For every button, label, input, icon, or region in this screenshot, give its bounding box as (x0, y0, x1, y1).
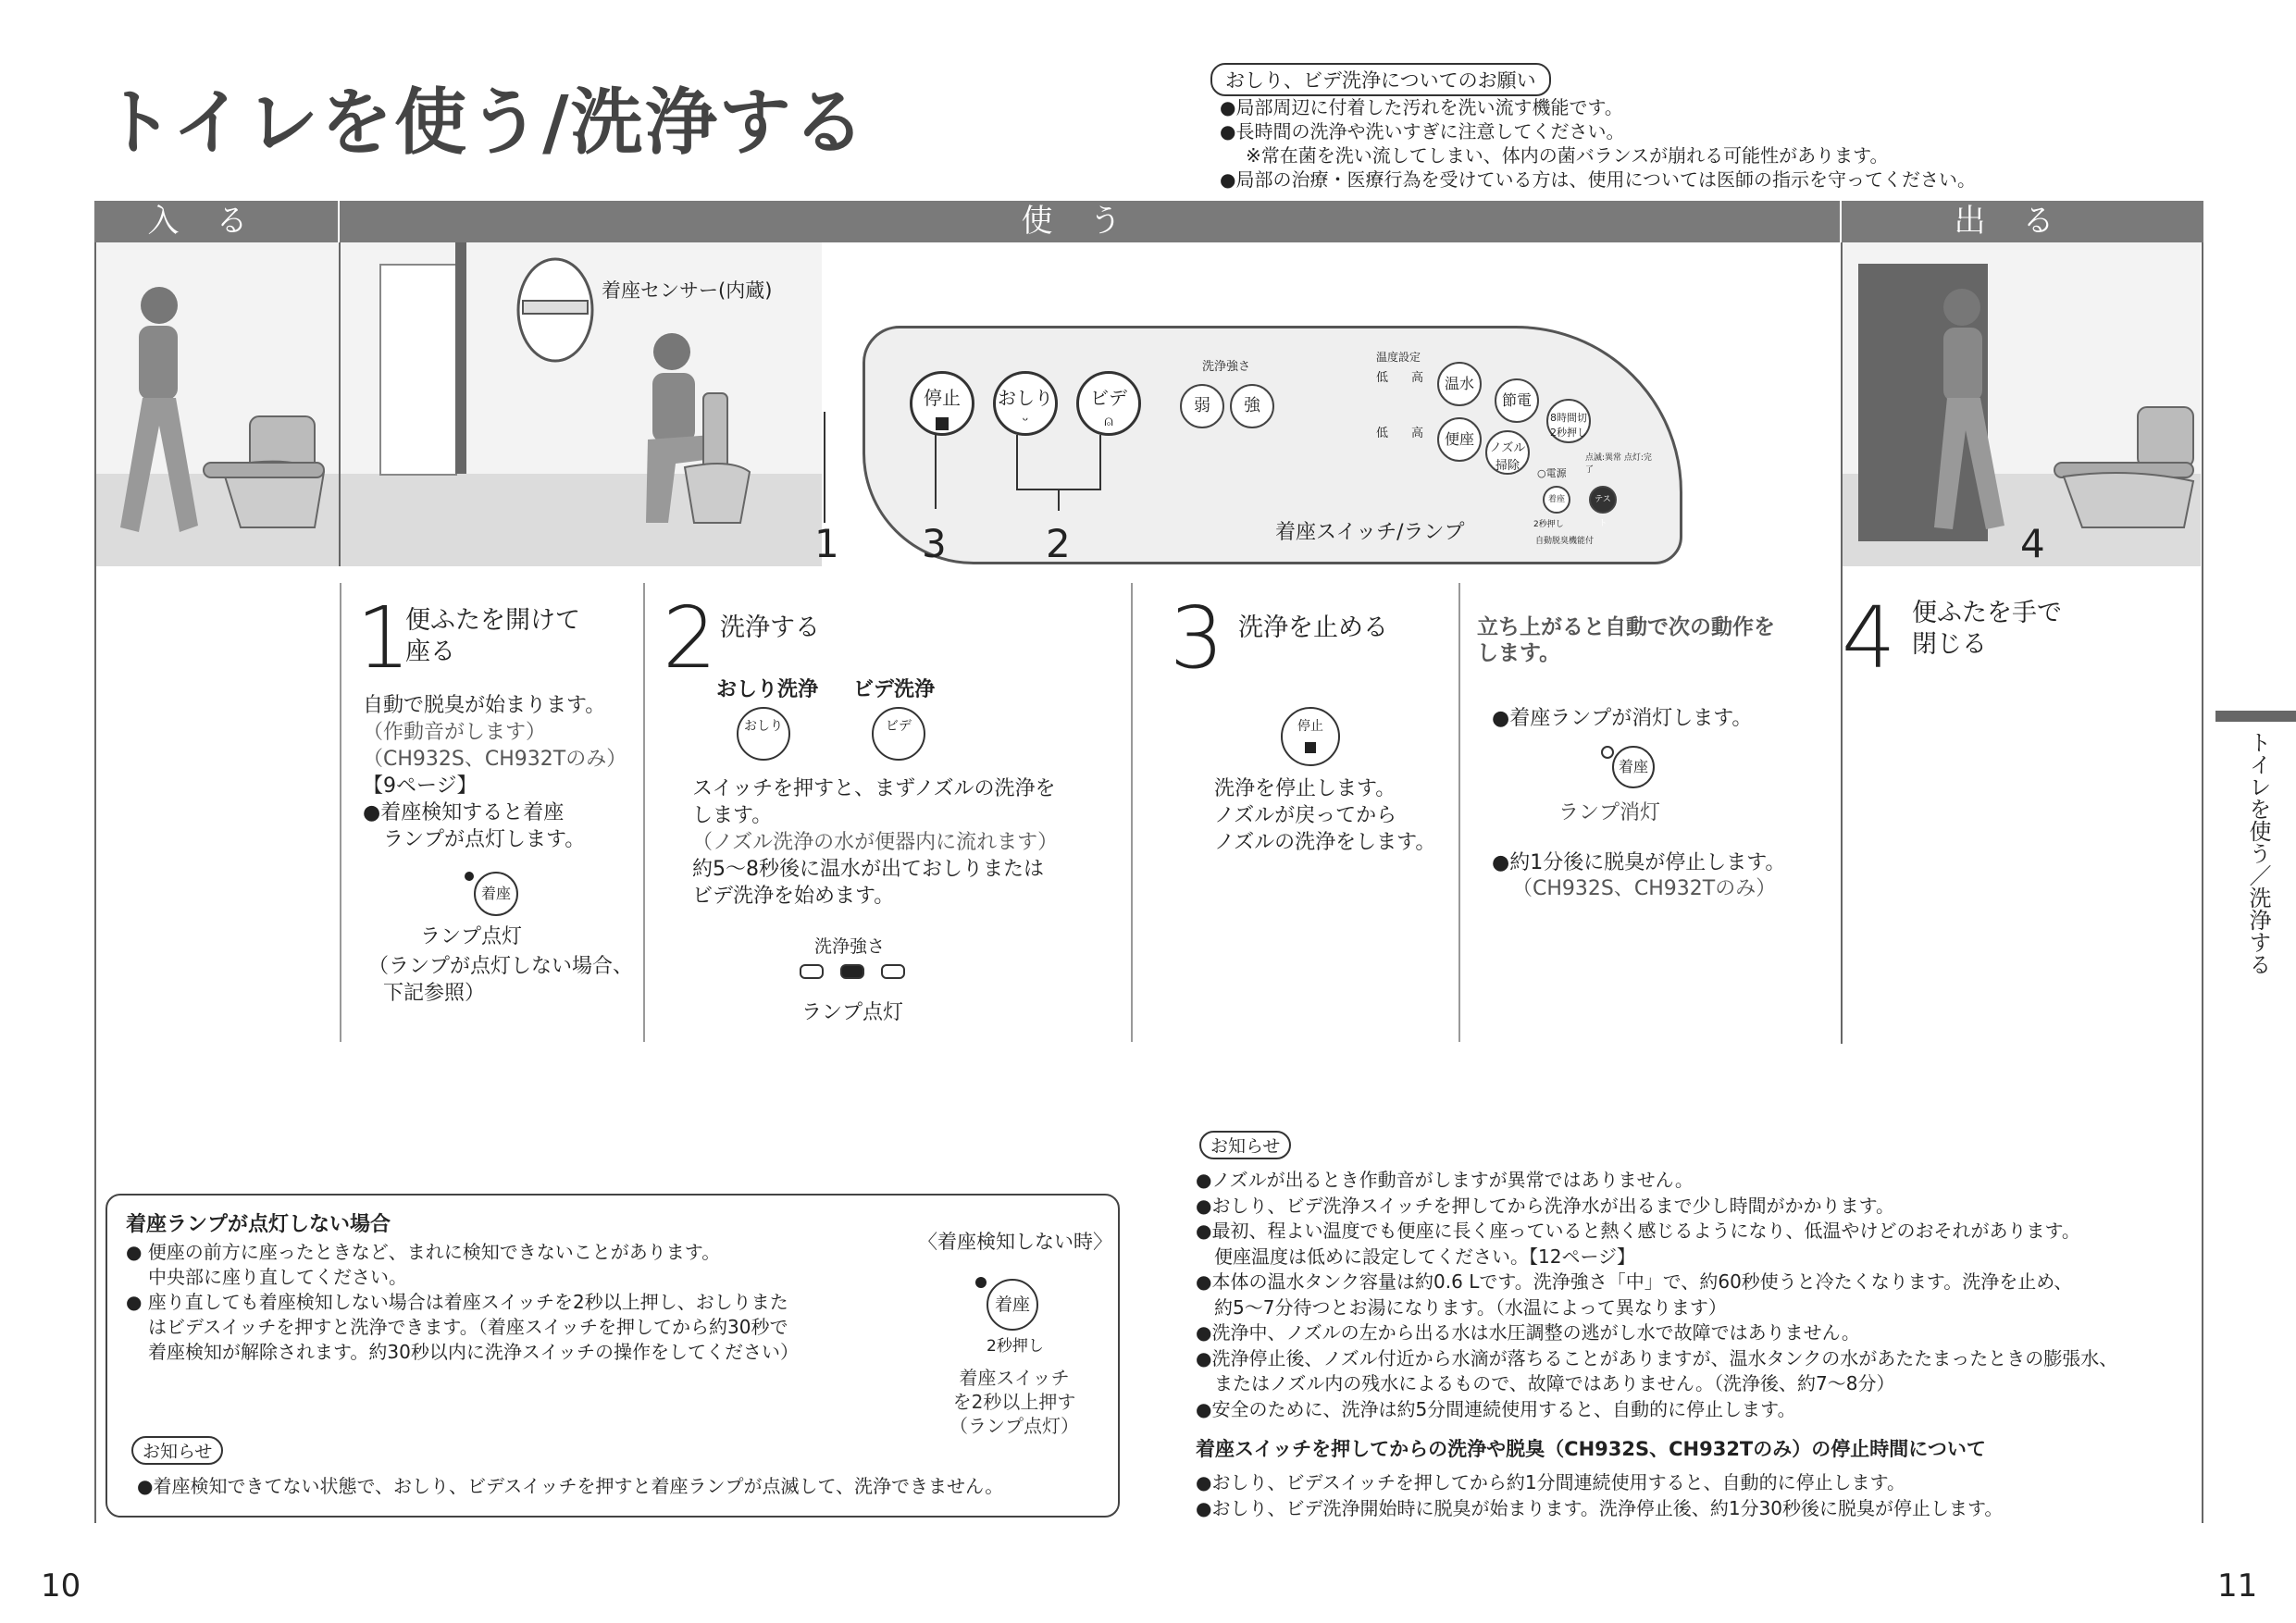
oshiri-button-icon (737, 707, 790, 761)
step-1-title-line: 便ふたを開けて (405, 606, 580, 635)
step-3-body (1214, 775, 1435, 856)
bide-wash-label: ビデ洗浄 (853, 678, 936, 701)
step-4-number: 4 (1842, 588, 1896, 688)
step-1-lamp-caption: ランプ点灯 (420, 925, 523, 948)
chakuza-label: 着座 (1547, 495, 1565, 504)
info-stop-item: ●おしり、ビデスイッチを押してから約1分間連続使用すると、自動的に停止します。 (1196, 1471, 1905, 1493)
info-pill: お知らせ (1199, 1131, 1291, 1159)
step-1-note (368, 953, 633, 1007)
leader-line (1099, 435, 1101, 490)
test-button[interactable] (1589, 486, 1617, 528)
step-1-note-line: 下記参照） (383, 982, 486, 1005)
step-3-text: ノズルの洗浄をします。 (1214, 831, 1436, 854)
leader-line (824, 412, 825, 523)
seat-label: 便座 (1444, 430, 1474, 448)
stop-icon (936, 417, 949, 430)
switch-label: 着座 (994, 1295, 1030, 1315)
info-item: ●安全のために、洗浄は約5分間連続使用すると、自動的に停止します。 (1196, 1397, 1796, 1420)
notebox-info-text: ●着座検知できてない状態で、おしり、ビデスイッチを押すと着座ランプが点滅して、洗浄できません。 (137, 1475, 1004, 1497)
bide-icon: ⍝ (1104, 412, 1113, 429)
step-1-title-line: 座る (405, 638, 455, 666)
step-1-body (363, 692, 627, 853)
door (379, 264, 457, 476)
eight-hour-button[interactable] (1546, 399, 1591, 443)
divider (643, 583, 645, 1042)
water-temp-button[interactable] (1437, 362, 1482, 406)
side-tab-marker (2215, 711, 2296, 722)
step-3-text: ノズルが戻ってから (1214, 804, 1397, 827)
step-2-text: 約5～8秒後に温水が出ておしりまたは (692, 858, 1044, 881)
standup-bullet-1: ●着座ランプが消灯します。 (1492, 707, 1753, 730)
bide-button-icon (872, 707, 925, 761)
leader-line (935, 435, 937, 509)
page-number-left: 10 (41, 1567, 81, 1604)
divider (1458, 583, 1460, 1042)
standup-lamp-caption: ランプ消灯 (1558, 801, 1661, 824)
divider (340, 583, 341, 1042)
water-label: 温水 (1444, 375, 1474, 392)
step-4-title (1912, 598, 2062, 661)
step-1-text: 【9ページ】 (363, 774, 478, 798)
chakuza-lamp-icon (1612, 746, 1655, 788)
chakuza-lamp-icon (474, 872, 518, 916)
divider (1131, 583, 1133, 1042)
notebox-line: 着座検知が解除されます。約30秒以内に洗浄スイッチの操作をしてください） (148, 1341, 800, 1363)
callout-2: 2 (1046, 521, 1071, 566)
chakuza-switch[interactable] (1543, 486, 1570, 514)
step-2-text: （ノズル洗浄の水が便器内に流れます） (692, 831, 1059, 854)
step-2-text: スイッチを押すと、まずノズルの洗浄を (692, 777, 1056, 800)
side-tab-text: トイレを使う／洗浄する (2245, 731, 2271, 975)
nozzle-clean-button[interactable] (1485, 430, 1530, 475)
callout-3: 3 (922, 521, 947, 566)
low-label: 低 (1376, 427, 1389, 440)
callout-1: 1 (814, 521, 839, 566)
power-save-button[interactable] (1495, 378, 1539, 423)
lamp-off-indicator (1601, 746, 1614, 759)
bide-label: ビデ (886, 719, 912, 734)
lamp-info-label: 点滅:異常 点灯:完了 (1585, 453, 1652, 475)
oshiri-button[interactable] (993, 371, 1058, 436)
request-item: ●局部の治療・医療行為を受けている方は、使用については医師の指示を守ってください。 (1220, 168, 1977, 191)
strength-label: 洗浄強さ (814, 936, 886, 957)
control-panel (863, 326, 1682, 564)
info-list (1196, 1168, 2117, 1422)
notebox-line: ● 便座の前方に座ったときなど、まれに検知できないことがあります。 (126, 1241, 721, 1263)
stop-button-icon (1281, 707, 1340, 766)
request-item: ●長時間の洗浄や洗いすぎに注意してください。 (1220, 120, 1625, 142)
oshiri-label: おしり (744, 719, 783, 734)
info-item: ●本体の温水タンク容量は約0.6 Lです。洗浄強さ「中」で、約60秒使うと冷たくなります。洗浄を止め、 (1196, 1270, 2073, 1293)
info-item: 便座温度は低めに設定してください。【12ページ】 (1196, 1245, 1636, 1268)
step-2-number: 2 (663, 588, 717, 688)
info-item: またはノズル内の残水によるもので、故障ではありません。（洗浄後、約7～8分） (1196, 1372, 1895, 1394)
notebox-side-title: 〈着座検知しない時〉 (918, 1231, 1112, 1253)
seat-temp-button[interactable] (1437, 417, 1482, 462)
step-3-number: 3 (1170, 588, 1224, 688)
strength-lamp-off (881, 964, 905, 979)
lamp-power-label: ○電源 (1537, 467, 1567, 479)
standup-bullet-2-sub: （CH932S、CH932Tのみ） (1512, 877, 1777, 900)
chakuza-switch-icon (987, 1279, 1038, 1331)
step-2-title: 洗浄する (720, 613, 820, 642)
eight-hour-sub: 2秒押し (1550, 427, 1587, 439)
high-label: 高 (1411, 427, 1424, 440)
power-save-label: 節電 (1501, 391, 1532, 409)
step-1-text: （CH932S、CH932Tのみ） (363, 748, 627, 771)
request-item: ●局部周辺に付着した汚れを洗い流す機能です。 (1220, 96, 1623, 118)
strong-label: 強 (1244, 396, 1260, 415)
info-item: ●洗浄停止後、ノズル付近から水滴が落ちることがありますが、温水タンクの水があたたまったときの膨張水、 (1196, 1346, 2118, 1369)
info-item: ●洗浄中、ノズルの左から出る水は水圧調整の逃がし水で故障ではありません。 (1196, 1321, 1860, 1344)
page-number-right: 11 (2217, 1567, 2258, 1604)
info-item: ●ノズルが出るとき作動音がしますが異常ではありません。 (1196, 1169, 1694, 1191)
step-2-text: ビデ洗浄を始めます。 (692, 885, 895, 908)
nozzle-label: ノズル掃除 (1489, 441, 1526, 473)
standup-title-line: します。 (1477, 641, 1561, 665)
step-1-text: （作動音がします） (363, 721, 547, 744)
step-1-text: 自動で脱臭が始まります。 (363, 694, 606, 717)
standup-title (1477, 614, 1775, 666)
stop-label: 停止 (1297, 719, 1323, 734)
step-2-text: します。 (692, 804, 773, 827)
info-item: ●最初、程よい温度でも便座に長く座っていると熱く感じるようになり、低温やけどのおそれがあります。 (1196, 1220, 2080, 1242)
auto-deodor-label: 自動脱臭機能付 (1535, 537, 1595, 546)
oshiri-icon: ᵕ (1022, 412, 1029, 429)
lamp-on-indicator (975, 1277, 987, 1288)
stop-label: 停止 (924, 387, 961, 409)
strength-label: 洗浄強さ (1202, 360, 1251, 374)
step-1-title (405, 605, 580, 668)
step-1-note-line: （ランプが点灯しない場合、 (368, 955, 634, 978)
step-2-lamp-caption: ランプ点灯 (801, 1001, 904, 1024)
page-title: トイレを使う/洗浄する (102, 81, 867, 165)
step-2-body (692, 775, 1058, 910)
step-3-title: 洗浄を止める (1238, 613, 1388, 642)
weak-button[interactable] (1180, 384, 1224, 428)
band-use: 使う (340, 201, 1840, 242)
lamp-label: 着座 (1618, 758, 1648, 775)
lamp-label: 着座 (480, 885, 511, 902)
strong-button[interactable] (1230, 384, 1274, 428)
notebox-side-caption (949, 1366, 1079, 1438)
band-enter: 入る (94, 201, 338, 242)
step-1-number: 1 (356, 588, 411, 688)
sensor-label: 着座センサー(内蔵) (602, 279, 773, 302)
two-sec-label: 2秒押し (987, 1337, 1044, 1356)
step-3-text: 洗浄を停止します。 (1214, 777, 1396, 800)
lamp-on-indicator (465, 872, 474, 881)
eight-hour-label: 8時間切 (1550, 412, 1587, 424)
notebox-line: はビデスイッチを押すと洗浄できます。（着座スイッチを押してから約30秒で (148, 1316, 788, 1338)
info-stop-item: ●おしり、ビデ洗浄開始時に脱臭が始まります。洗浄停止後、約1分30秒後に脱臭が停止します。 (1196, 1497, 2004, 1519)
oshiri-wash-label: おしり洗浄 (716, 678, 819, 701)
request-label: おしり、ビデ洗浄についてのお願い (1210, 63, 1551, 96)
door-frame (455, 242, 466, 474)
low-label: 低 (1376, 371, 1389, 385)
notebox-line: 中央部に座り直してください。 (148, 1266, 407, 1288)
bide-button[interactable] (1076, 371, 1141, 436)
request-list (1220, 95, 1976, 192)
step-1-bullet: ●着座検知すると着座 (363, 801, 565, 824)
band-exit: 出る (1842, 201, 2203, 242)
walking-person-illustration (102, 278, 333, 546)
side-caption-line: 着座スイッチ (959, 1367, 1070, 1389)
info-item: ●おしり、ビデ洗浄スイッチを押してから洗浄水が出るまで少し時間がかかります。 (1196, 1194, 1895, 1217)
weak-label: 弱 (1194, 396, 1210, 415)
standup-bullet-2: ●約1分後に脱臭が停止します。 (1492, 851, 1786, 874)
step-4-title-line: 閉じる (1912, 630, 1987, 659)
leader-line (1058, 489, 1060, 511)
stop-button[interactable] (910, 371, 974, 436)
strength-lamp-on (840, 964, 864, 979)
side-caption-line: （ランプ点灯） (949, 1415, 1079, 1437)
notebox-heading: 着座ランプが点灯しない場合 (126, 1213, 391, 1236)
standup-title-line: 立ち上がると自動で次の動作を (1477, 615, 1775, 639)
info-stop-list (1196, 1469, 2003, 1521)
notebox-body (126, 1240, 799, 1365)
test-label: テスト (1595, 495, 1611, 528)
info-item: 約5～7分待つとお湯になります。（水温によって異なります） (1196, 1295, 1727, 1319)
side-caption-line: を2秒以上押す (952, 1391, 1076, 1413)
notebox-line: ● 座り直しても着座検知しない場合は着座スイッチを2秒以上押し、おしりまた (126, 1291, 788, 1313)
step-4-title-line: 便ふたを手で (1912, 599, 2062, 627)
exiting-person-illustration (1925, 278, 2203, 546)
stop-icon (1305, 742, 1316, 753)
strength-lamp-off (800, 964, 824, 979)
temp-label: 温度設定 (1376, 351, 1421, 364)
info-stop-heading: 着座スイッチを押してからの洗浄や脱臭（CH932S、CH932Tのみ）の停止時間について (1196, 1438, 1986, 1460)
two-sec-label: 2秒押し (1533, 520, 1564, 529)
oshiri-label: おしり (998, 387, 1053, 409)
high-label: 高 (1411, 371, 1424, 385)
leader-line (1016, 435, 1018, 490)
bide-label: ビデ (1090, 387, 1127, 409)
step-1-bullet: ランプが点灯します。 (383, 828, 586, 851)
callout-4: 4 (2020, 521, 2045, 566)
switch-lamp-label: 着座スイッチ/ランプ (1275, 521, 1465, 544)
notebox-info-pill: お知らせ (131, 1436, 223, 1465)
request-item: ※常在菌を洗い流してしまい、体内の菌バランスが崩れる可能性があります。 (1246, 144, 1889, 167)
